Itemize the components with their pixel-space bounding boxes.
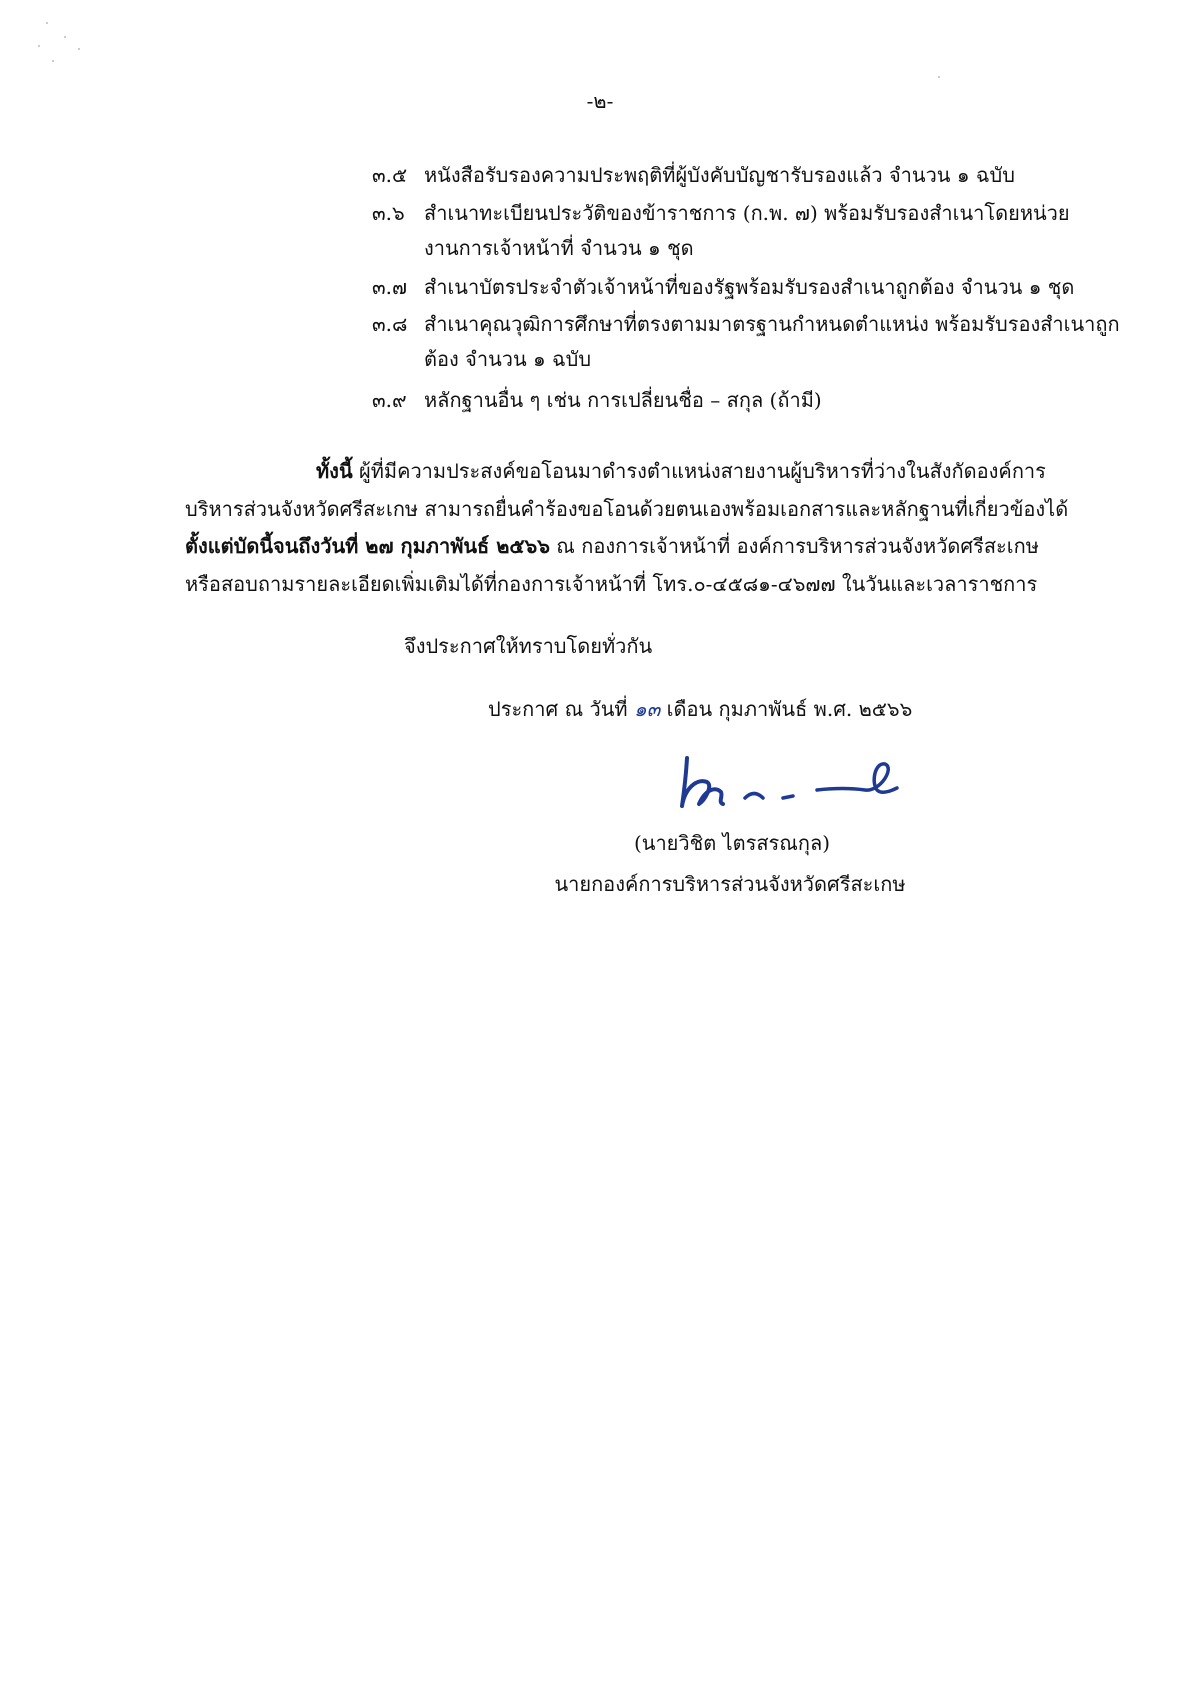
- scan-speck: [46, 22, 48, 24]
- deadline-text: ตั้งแต่บัดนี้จนถึงวันที่ ๒๗ กุมภาพันธ์ ๒๕๖๖: [185, 534, 550, 558]
- paragraph-text: ณ กองการเจ้าหน้าที่ องค์การบริหารส่วนจังหวัดศรีสะเกษ: [549, 534, 1039, 558]
- list-item: [372, 270, 1132, 305]
- scan-speck: [52, 60, 54, 62]
- list-item-number: ๓.๘: [372, 312, 408, 336]
- list-item-number: ๓.๗: [372, 275, 408, 299]
- list-item-text: หนังสือรับรองความประพฤติที่ผู้บังคับบัญชารับรองแล้ว จำนวน ๑ ฉบับ: [424, 163, 1015, 187]
- page-number: -๒-: [586, 89, 614, 113]
- list-item: [372, 383, 1132, 418]
- paragraph-line: บริหารส่วนจังหวัดศรีสะเกษ สามารถยื่นคำร้องขอโอนด้วยตนเองพร้อมเอกสารและหลักฐานที่เกี่ยวข้องได้: [185, 497, 1069, 521]
- list-item: [372, 307, 1132, 377]
- paragraph-line: หรือสอบถามรายละเอียดเพิ่มเติมได้ที่กองการเจ้าหน้าที่ โทร.๐-๔๕๘๑-๔๖๗๗ ในวันและเวลาราชการ: [185, 572, 1038, 596]
- list-item-number: ๓.๙: [372, 388, 407, 412]
- date-prefix: ประกาศ ณ วันที่: [488, 697, 628, 721]
- list-item-number: ๓.๖: [372, 201, 405, 225]
- paragraph-line: [316, 455, 1046, 487]
- announcement-line: จึงประกาศให้ทราบโดยทั่วกัน: [404, 634, 653, 658]
- list-item: [372, 158, 1132, 193]
- list-item-text: หลักฐานอื่น ๆ เช่น การเปลี่ยนชื่อ – สกุล (ถ้ามี): [424, 388, 822, 412]
- scan-speck: [938, 76, 940, 78]
- signatory-name: (นายวิชิต ไตรสรณกุล): [633, 831, 831, 855]
- scan-speck: [78, 48, 80, 50]
- date-suffix: เดือน กุมภาพันธ์ พ.ศ. ๒๕๖๖: [660, 697, 913, 721]
- date-line: [488, 693, 912, 725]
- signatory-title: นายกองค์การบริหารส่วนจังหวัดศรีสะเกษ: [554, 872, 906, 896]
- list-item: [372, 196, 1132, 266]
- list-item-number: ๓.๕: [372, 163, 408, 187]
- date-day-handwritten: ๑๓: [633, 697, 661, 721]
- scan-speck: [64, 36, 66, 38]
- list-item-text: สำเนาบัตรประจำตัวเจ้าหน้าที่ของรัฐพร้อมรับรองสำเนาถูกต้อง จำนวน ๑ ชุด: [424, 275, 1075, 299]
- paragraph-lead: ทั้งนี้: [316, 459, 353, 483]
- handwritten-signature: [675, 748, 935, 812]
- list-item-text: สำเนาคุณวุฒิการศึกษาที่ตรงตามมาตรฐานกำหนดตำแหน่ง พร้อมรับรองสำเนาถูกต้อง จำนวน ๑ ฉบับ: [424, 312, 1120, 371]
- scan-speck: [38, 45, 40, 47]
- list-item-text: สำเนาทะเบียนประวัติของข้าราชการ (ก.พ. ๗) พร้อมรับรองสำเนาโดยหน่วยงานการเจ้าหน้าที่ จำนวน ๑ ชุด: [424, 201, 1070, 260]
- paragraph-line: [185, 530, 1039, 562]
- paragraph-text: ผู้ที่มีความประสงค์ขอโอนมาดำรงตำแหน่งสายงานผู้บริหารที่ว่างในสังกัดองค์การ: [352, 459, 1046, 483]
